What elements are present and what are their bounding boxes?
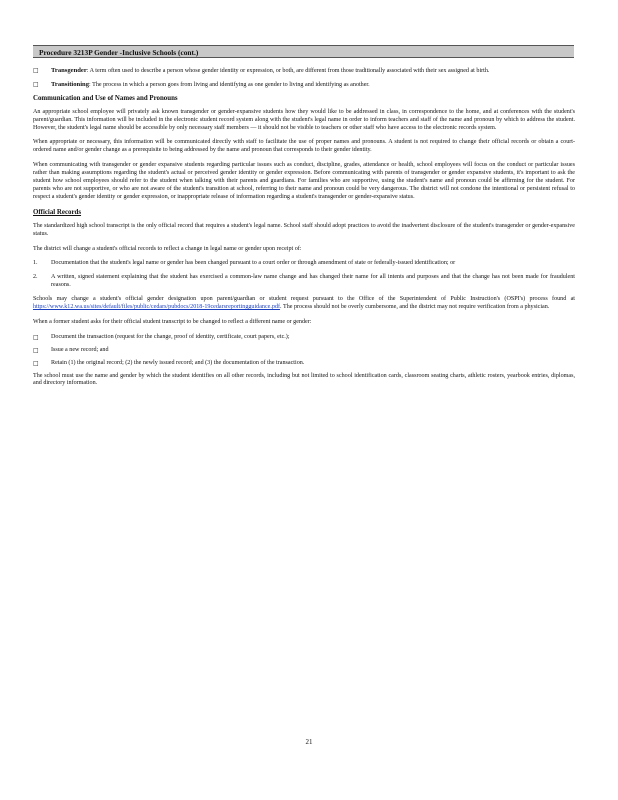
paragraph: The district will change a student's official records to reflect a change in legal name or gender upon receipt of: — [33, 245, 302, 252]
paragraph: When communicating with transgender or gender expansive students regarding particular issues such as conduct, discipline, grades, attendance or health, school employees will focus on the conduct or particular issues rather than making assumptions regarding the student's actual or perceived gender identity or gender expression. Before communicating with parents of transgender or gender expansive students, it's important to ask the student how school employees should refer to the student when talking with their parents and guardians. For families who are supportive, using the student's name and pronoun could be affirming for the student. For parents who are not supportive, or who are not aware of the student's transition at school, referring to their name and pronoun could be very dangerous. The district will not condone the intentional or persistent refusal to respect a student's gender identity or gender expression, or inappropriate release of information regarding a student's transgender or gender-expansive status. — [33, 162, 575, 200]
step-item — [33, 347, 575, 355]
checkbox-bullet-icon: □ — [33, 359, 39, 367]
item-text: A written, signed statement explaining that the student has exercised a common-law name change and has changed their name for all intents and purposes and that the change has not been made for fraudulent reasons. — [51, 274, 575, 289]
procedure-header: Procedure 3213P Gender -Inclusive Schools (cont.) — [33, 45, 574, 58]
definition-text: : A term often used to describe a person whose gender identity or expression, or both, are different from those traditionally associated with their sex assigned at birth. — [86, 68, 490, 74]
paragraph: An appropriate school employee will privately ask known transgender or gender-expansive students how they would like to be addressed in class, in correspondence to the home, and at conferences with the student's parent/guardian. This information will be included in the electronic student record system along with the student's legal name in order to inform teachers and staff of the name and pronoun by which to address the student. However, the student's legal name should be accessible by only necessary staff members — it should not be visible to teachers or other staff who have access to the electronic records system. — [33, 108, 575, 131]
step-item — [33, 334, 575, 342]
step-text: Document the transaction (request for the change, proof of identity, certificate, court papers, etc.); — [51, 333, 290, 340]
definition-term: Transgender — [51, 67, 87, 74]
item-text: Documentation that the student's legal name or gender has been changed pursuant to a court order or through amendment of state or federally-issued identification; or — [51, 260, 456, 267]
checkbox-bullet-icon: □ — [33, 80, 39, 88]
paragraph-text: . The process should not be overly cumbersome, and the district may not require verification from a physician. — [280, 304, 550, 311]
paragraph: When appropriate or necessary, this information will be communicated directly with staff to facilitate the use of proper names and pronouns. A student is not required to change their official records or obtain a court-ordered name and/or gender change as a prerequisite to being addressed by the name and pronoun that corresponds to their gender identity. — [33, 139, 575, 154]
item-number: 2. — [33, 274, 38, 281]
numbered-item — [33, 274, 575, 290]
document-body — [33, 67, 575, 395]
definition-item — [33, 81, 575, 90]
paragraph: When a former student asks for their official student transcript to be changed to reflect a different name or gender: — [33, 318, 312, 325]
checkbox-bullet-icon: □ — [33, 67, 39, 74]
numbered-item — [33, 260, 575, 268]
page-number: 21 — [305, 738, 313, 746]
step-text: Retain (1) the original record; (2) the newly issued record; and (3) the documentation of the transaction. — [51, 359, 305, 366]
checkbox-bullet-icon: □ — [33, 346, 39, 354]
paragraph-text: Schools may change a student's official gender designation upon parent/guardian or student request pursuant to the Office of the Superintendent of Public Instruction's (OSPI's) process found at — [33, 296, 575, 303]
step-item — [33, 360, 575, 368]
ospi-guidance-link[interactable]: https://www.k12.wa.us/sites/default/files/public/cedars/pubdocs/2018-19cedarsreportingguidance.pdf — [33, 304, 281, 311]
section-heading-official-records: Official Records — [33, 208, 82, 216]
section-heading-communication: Communication and Use of Names and Pronouns — [33, 94, 178, 102]
definition-text: : The process in which a person goes from living and identifying as one gender to living and identifying as another. — [89, 81, 370, 88]
paragraph: The school must use the name and gender by which the student identifies on all other records, including but not limited to school identification cards, classroom seating charts, athletic rosters, yearbook entries, diplomas, and directory information. — [33, 372, 575, 387]
paragraph — [33, 296, 575, 312]
item-number: 1. — [33, 260, 38, 267]
definition-term: Transitioning — [51, 80, 89, 88]
definition-item — [33, 67, 575, 76]
step-text: Issue a new record; and — [51, 346, 109, 353]
paragraph: The standardized high school transcript is the only official record that requires a student's legal name. School staff should adopt practices to avoid the inadvertent disclosure of the student's transgender or gender-expansive status. — [33, 222, 575, 237]
checkbox-bullet-icon: □ — [33, 333, 39, 341]
